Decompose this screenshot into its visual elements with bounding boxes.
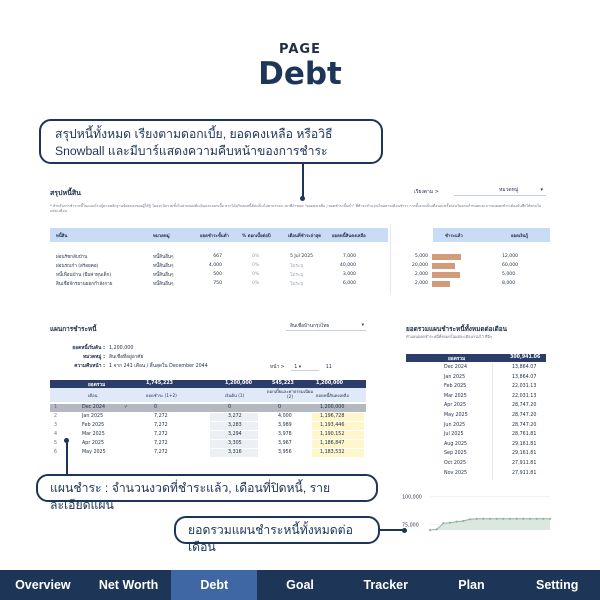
col-debt: หนี้สิน: [56, 234, 68, 239]
loan-amount: 5,000: [502, 272, 516, 277]
debt-name: สินเชื่อจักรยานยอกกำลังกาย: [56, 282, 113, 287]
row-remaining: 1,196,728: [320, 414, 345, 419]
summary-note: * สำหรับการชำระหนี้ในแบบบ้านกู้ตามหลักฐานข้อตกลงของผู้ให้กู้ โดยจะนับรวมทั้งในส่วนของต้นเงินและดอกเบี้ย หากได้ปรับลดหนี้ต้องเป็นไปตามระยะเวลาที่กำหนด "ยอดคงเหลือ / ยอดชำระขั้นต่ำ" ที่ทำจะคำนวณใหม่ตามเดือนชำระ การตั้งงวดเป็นเดือนละครั้งก่อนวันครบกำหนดและการลงยอดชำระต้องบันทึกให้ครบในแต่ละเดือน: [50, 204, 542, 213]
sort-label: เรียงตาม >: [414, 189, 439, 195]
callout-monthly: ยอดรวมแผนชำระหนี้ทั้งหมดต่อเดือน: [174, 516, 380, 544]
col-min-payment: ยอดชำระขั้นต่ำ: [200, 234, 229, 239]
monthly-total-row: [406, 354, 546, 362]
row-payment: 7,272: [154, 441, 168, 446]
paid-amount: 2,000: [414, 272, 428, 277]
monthly-total-value: 300,941.06: [510, 355, 541, 360]
last-paid-month: ไม่ระบุ: [290, 282, 304, 287]
interest-rate: 0%: [252, 272, 260, 277]
paid-progress-bar: [432, 272, 460, 278]
col-loan: ยอดเงินกู้: [511, 234, 528, 239]
month-label: Feb 2025: [444, 384, 467, 390]
col-last-month: เดือนที่ชำระล่าสุด: [288, 234, 322, 239]
table-row[interactable]: [50, 262, 550, 270]
data-point: [476, 518, 478, 520]
debt-category: หนี้สินอื่นๆ: [153, 273, 174, 278]
month-label: Dec 2024: [444, 365, 468, 370]
month-label: Apr 2025: [444, 403, 467, 409]
page-label: PAGE: [279, 42, 321, 57]
row-principal: 3,283: [228, 423, 242, 428]
row-payment: 7,272: [154, 414, 168, 419]
debt-select[interactable]: [286, 322, 366, 331]
row-payment: 7,272: [154, 432, 168, 437]
page-total: 11: [325, 365, 332, 370]
nav-item-setting[interactable]: Setting: [535, 578, 579, 592]
list-item: [406, 402, 546, 411]
month-value: 27,911.81: [512, 461, 537, 466]
summary-table-header-right: [433, 228, 550, 242]
payment-plan-panel: [50, 318, 366, 468]
data-point: [522, 518, 524, 520]
last-paid-month: ไม่ระบุ: [290, 264, 304, 269]
page-current: 1: [294, 365, 298, 370]
monthly-total-label: ยอดรวม: [448, 357, 466, 362]
nav-item-plan[interactable]: Plan: [458, 578, 485, 592]
data-point: [496, 518, 498, 520]
row-number: 4: [54, 432, 58, 437]
col-rate: % ดอกเบี้ยต่อปี: [242, 234, 271, 239]
totals-interest: 545,223: [272, 381, 294, 386]
data-point: [469, 518, 471, 520]
plan-info-start: [50, 344, 133, 352]
row-interest: 3,956: [278, 450, 292, 455]
sort-select[interactable]: [454, 186, 546, 196]
data-point: [536, 518, 538, 520]
data-point: [509, 518, 511, 520]
info-label: ความคืบหน้า :: [74, 364, 105, 369]
table-row[interactable]: [50, 253, 550, 261]
loan-amount: 12,000: [502, 254, 519, 259]
remaining-balance: 3,000: [342, 272, 356, 277]
table-row[interactable]: [50, 431, 366, 439]
month-label: Jul 2025: [444, 432, 464, 438]
month-value: 22,031.13: [512, 384, 537, 390]
month-label: Mar 2025: [444, 393, 467, 399]
row-interest: 3,978: [278, 432, 292, 437]
monthly-subtitle: ทำแผนยอดชำระหนี้ทั้งหมดในแต่ละเดือนรวมไว้ ที่นี่ๆ: [406, 334, 493, 339]
monthly-area-chart: [402, 490, 552, 534]
nav-item-debt[interactable]: Debt: [171, 570, 257, 600]
min-payment: 500: [213, 272, 222, 277]
connector-line: [66, 440, 68, 474]
list-item: [406, 374, 546, 383]
col-payment: ยอดชำระ (1+2): [146, 393, 177, 398]
connector-line: [302, 164, 304, 198]
data-point: [462, 520, 464, 522]
min-payment: 750: [213, 281, 222, 286]
chevron-down-icon: ▾: [361, 323, 364, 328]
area-chart-svg: [402, 490, 552, 534]
table-row[interactable]: [50, 449, 366, 457]
monthly-total-panel: [392, 318, 552, 488]
row-payment: 7,272: [154, 450, 168, 455]
month-label: Aug 2025: [444, 441, 468, 447]
pager: [270, 363, 332, 371]
info-value: 1,200,000: [109, 346, 134, 351]
info-value: 1 จาก 241 เดือน / สิ้นสุดใน December 2044: [109, 364, 208, 369]
totals-payment: 1,745,223: [146, 381, 174, 386]
last-paid-month: ไม่ระบุ: [290, 273, 304, 278]
month-value: 13,864.07: [512, 374, 537, 380]
list-item: [406, 460, 546, 469]
list-item: [406, 412, 546, 421]
data-point: [442, 522, 444, 524]
row-principal: 0: [228, 405, 232, 410]
paid-progress-bar: [432, 281, 450, 287]
y-tick-label: 75,000: [402, 523, 419, 529]
row-number: 3: [54, 423, 58, 428]
callout-summary: สรุปหนี้ทั้งหมด เรียงตามดอกเบี้ย, ยอดคงเหลือ หรือวิธี Snowball และมีบาร์แสดงความคืบหน้าของการชำระ: [39, 119, 383, 164]
col-remaining: ยอดหนี้สินคงเหลือ: [332, 234, 366, 239]
paid-check-icon: ✓: [124, 405, 129, 410]
data-point: [489, 518, 491, 520]
table-row[interactable]: [50, 271, 550, 279]
list-item: [406, 422, 546, 431]
bottom-nav: [0, 570, 600, 600]
debt-category: หนี้สินอื่นๆ: [153, 255, 174, 260]
month-value: 28,747.20: [512, 422, 537, 428]
col-paid: ชำระแล้ว: [445, 234, 463, 239]
row-payment: 0: [154, 405, 158, 410]
info-value: สินเชื่อที่อยู่อาศัย: [109, 355, 144, 360]
table-row[interactable]: [50, 280, 550, 288]
debt-name: ผ่อนรัชกลับบ้าน: [56, 255, 88, 260]
month-value: 27,911.81: [512, 470, 537, 476]
data-point: [516, 518, 518, 520]
month-label: Sep 2025: [444, 451, 467, 457]
debt-category: หนี้สินอื่นๆ: [153, 264, 174, 269]
list-item: [406, 431, 546, 440]
data-point: [529, 518, 531, 520]
loan-amount: 8,000: [502, 281, 516, 286]
row-month: May 2025: [82, 450, 106, 455]
data-point: [429, 529, 431, 531]
totals-label: ยอดรวม: [88, 383, 106, 388]
row-remaining: 1,193,446: [320, 423, 345, 428]
row-remaining: 1,183,532: [320, 450, 345, 455]
row-payment: 7,272: [154, 423, 168, 428]
connector-dot: [402, 528, 407, 533]
list-item: [406, 470, 546, 479]
debt-name: ผ่อนรถเก๋า (สร้อยคอ): [56, 264, 99, 269]
plan-title: แผนการชำระหนี้: [50, 325, 97, 333]
list-item: [406, 441, 546, 450]
data-point: [449, 522, 451, 524]
month-value: 29,161.81: [512, 441, 537, 447]
page-select[interactable]: 1 ▾: [291, 365, 319, 371]
table-row[interactable]: [50, 404, 366, 412]
col-principal: เงินต้น (1): [225, 393, 245, 398]
monthly-title: ยอดรวมแผนชำระหนี้ทั้งหมดต่อเดือน: [406, 325, 508, 333]
row-month: Apr 2025: [82, 441, 105, 446]
row-month: Jan 2025: [82, 414, 104, 419]
plan-table-header: [50, 388, 366, 402]
data-point: [502, 518, 504, 520]
info-label: หมวดหมู่ :: [82, 355, 105, 360]
month-label: Jun 2025: [444, 422, 466, 428]
row-remaining: 1,200,000: [320, 405, 345, 410]
totals-principal: 1,200,000: [225, 381, 253, 386]
row-principal: 3,316: [228, 450, 242, 455]
sort-select-value: หมวดหมู่: [499, 187, 519, 193]
debt-name: หนี้เพื่อนบ้าน (ยืมค่าทุนเด็ก): [56, 273, 112, 278]
month-label: Nov 2025: [444, 470, 468, 476]
paid-amount: 2,000: [414, 281, 428, 286]
last-paid-month: 5 Jul 2025: [290, 254, 314, 259]
remaining-balance: 7,000: [342, 254, 356, 259]
remaining-balance: 40,000: [339, 263, 356, 268]
month-value: 22,031.13: [512, 393, 537, 399]
info-label: ยอดหนี้เริ่มต้น :: [72, 346, 105, 351]
row-interest: 3,989: [278, 423, 292, 428]
row-interest: 3,967: [278, 441, 292, 446]
month-value: 29,161.81: [512, 451, 537, 457]
paid-amount: 20,000: [411, 263, 428, 268]
list-item: [406, 364, 546, 373]
page-title: Debt: [258, 56, 342, 92]
row-principal: 3,294: [228, 432, 242, 437]
month-value: 13,864.07: [512, 365, 537, 370]
row-month: Feb 2025: [82, 423, 105, 428]
connector-dot: [300, 196, 305, 201]
summary-title: สรุปหนี้สิน: [50, 189, 81, 197]
table-row[interactable]: [50, 413, 366, 421]
row-number: 6: [54, 450, 58, 455]
min-payment: 4,000: [208, 263, 222, 268]
page-label: หน้า >: [270, 365, 285, 370]
row-remaining: 1,186,847: [320, 441, 345, 446]
col-month: เดือน: [88, 393, 98, 398]
list-item: [406, 450, 546, 459]
row-remaining: 1,190,152: [320, 432, 345, 437]
interest-rate: 0%: [252, 263, 260, 268]
remaining-balance: 6,000: [342, 281, 356, 286]
data-point: [436, 528, 438, 530]
month-label: May 2025: [444, 413, 468, 418]
list-item: [406, 393, 546, 402]
row-month: Mar 2025: [82, 432, 105, 437]
month-value: 28,747.20: [512, 413, 537, 418]
y-tick-label: 100,000: [402, 495, 422, 501]
col-category: หมวดหมู่: [153, 234, 170, 239]
table-row[interactable]: [50, 440, 366, 448]
totals-remaining: 1,200,000: [316, 381, 344, 386]
col-interest: ดอกเบี้ยและค่าธรรมเนียม (2): [266, 389, 314, 399]
plan-info-progress: [50, 362, 208, 370]
nav-item-net-worth[interactable]: Net Worth: [98, 578, 159, 592]
month-value: 28,761.81: [512, 432, 537, 438]
nav-item-goal[interactable]: Goal: [286, 578, 314, 592]
row-number: 1: [54, 405, 58, 410]
table-row[interactable]: [50, 422, 366, 430]
plan-totals-row: [50, 380, 366, 388]
row-principal: 3,305: [228, 441, 242, 446]
area-fill: [430, 519, 550, 530]
row-interest: 0: [278, 405, 282, 410]
row-number: 5: [54, 441, 58, 446]
list-item: [406, 383, 546, 392]
paid-progress-bar: [432, 254, 461, 260]
row-month: Dec 2024: [82, 405, 106, 410]
loan-amount: 60,000: [502, 263, 519, 268]
callout-plan: แผนชำระ : จำนวนงวดที่ชำระแล้ว, เดือนที่ปิดหนี้, รายละเอียดแผน: [36, 474, 378, 502]
paid-amount: 5,000: [414, 254, 428, 259]
nav-item-overview[interactable]: Overview: [15, 578, 71, 592]
data-point: [549, 518, 551, 520]
col-remaining: ยอดหนี้สินคงเหลือ: [316, 393, 349, 398]
connector-dot: [64, 438, 69, 443]
min-payment: 667: [213, 254, 222, 259]
summary-table-header: [50, 228, 388, 242]
connector-line: [380, 529, 404, 531]
interest-rate: 0%: [252, 254, 260, 259]
row-number: 2: [54, 414, 58, 419]
interest-rate: 0%: [252, 281, 260, 286]
month-label: Jan 2025: [444, 374, 466, 380]
chevron-down-icon: ▾: [540, 187, 543, 193]
month-value: 28,747.20: [512, 403, 537, 409]
debt-category: หนี้สินอื่นๆ: [153, 282, 174, 287]
data-point: [542, 518, 544, 520]
month-label: Oct 2025: [444, 461, 467, 466]
paid-progress-bar: [432, 263, 455, 269]
row-principal: 3,272: [228, 414, 242, 419]
data-point: [456, 521, 458, 523]
row-interest: 4,000: [278, 414, 292, 419]
debt-select-value: สินเชื่อบ้านกรุงไทย: [290, 324, 330, 329]
plan-info-category: [50, 353, 143, 361]
nav-item-tracker[interactable]: Tracker: [363, 578, 408, 592]
data-point: [482, 518, 484, 520]
